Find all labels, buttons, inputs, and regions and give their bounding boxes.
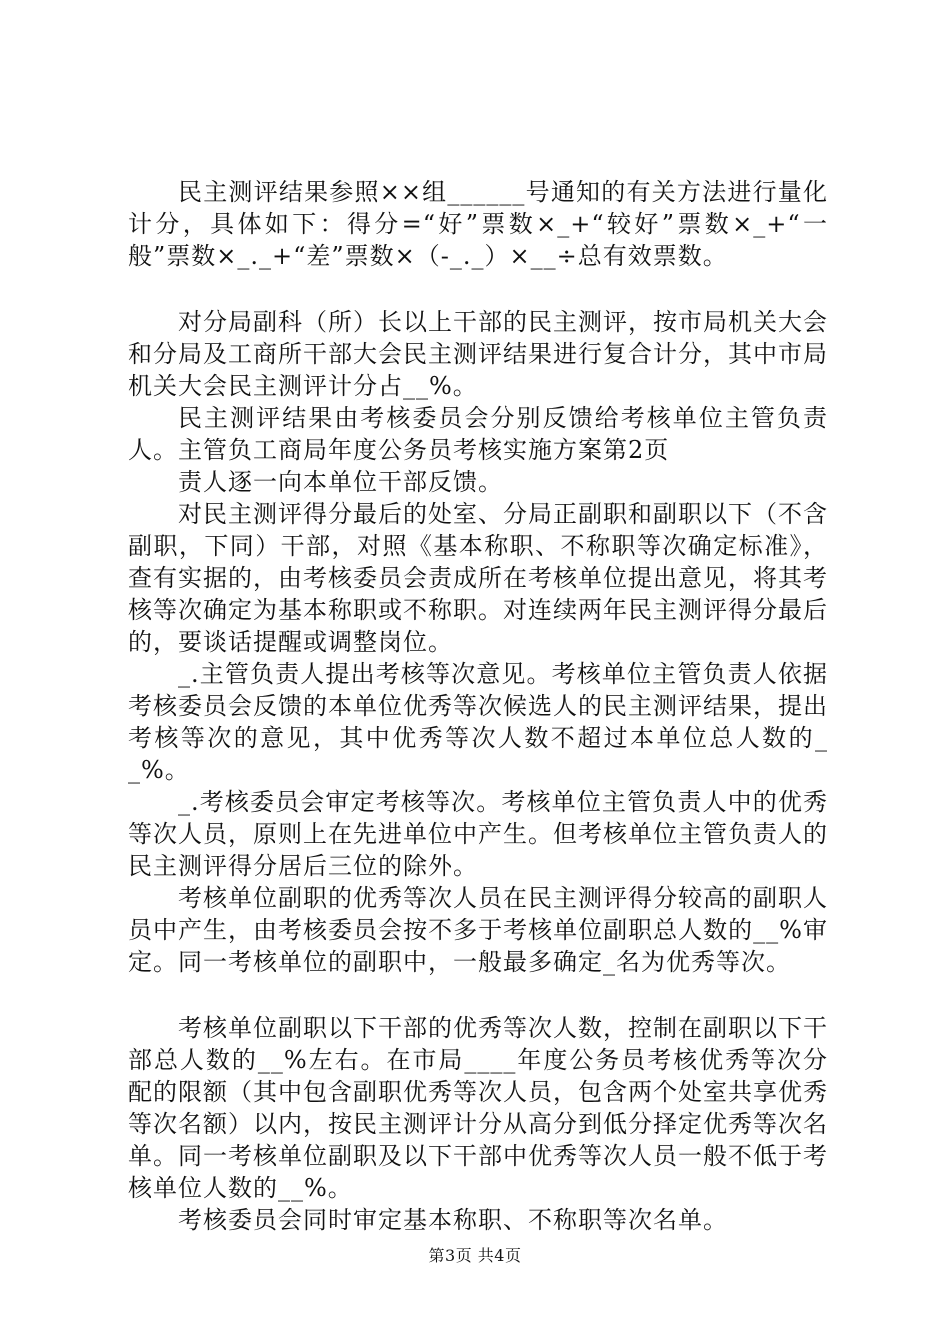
paragraph-deputy-excellent: 考核单位副职的优秀等次人员在民主测评得分较高的副职人员中产生，由考核委员会按不多于考核单位副职总人数的__%审定。同一考核单位的副职中，一般最多确定_名为优秀等次。 (128, 884, 828, 976)
paragraph-composite-scoring: 对分局副科（所）长以上干部的民主测评，按市局机关大会和分局及工商所干部大会民主测评结果进行复合计分，其中市局机关大会民主测评计分占__%。 (128, 308, 828, 400)
paragraph-feedback: 民主测评结果由考核委员会分别反馈给考核单位主管负责人。主管负工商局年度公务员考核实施方案第2页 (128, 404, 828, 464)
paragraph-gap (128, 272, 828, 306)
paragraph-basic-competent: 考核委员会同时审定基本称职、不称职等次名单。 (178, 1206, 728, 1234)
paragraph-grade-review: _.考核委员会审定考核等次。考核单位主管负责人中的优秀等次人员，原则上在先进单位中产生。但考核单位主管负责人的民主测评得分居后三位的除外。 (128, 788, 828, 880)
paragraph-scoring-method: 民主测评结果参照××组______号通知的有关方法进行量化计分，具体如下：得分=“好”票数×_+“较好”票数×_+“一般”票数×_._+“差”票数×（-_._）×__÷总有效票数。 (128, 178, 828, 270)
page-number-footer: 第3页 共4页 (428, 1246, 522, 1265)
paragraph-lowest-score: 对民主测评得分最后的处室、分局正副职和副职以下（不含副职，下同）干部，对照《基本称职、不称职等次确定标准》，查有实据的，由考核委员会责成所在考核单位提出意见，将其考核等次确定为基本称职或不称职。对连续两年民主测评得分最后的，要谈话提醒或调整岗位。 (128, 500, 828, 656)
paragraph-staff-excellent: 考核单位副职以下干部的优秀等次人数，控制在副职以下干部总人数的__%左右。在市局____年度公务员考核优秀等次分配的限额（其中包含副职优秀等次人员，包含两个处室共享优秀等次名额）以内，按民主测评计分从高分到低分择定优秀等次名单。同一考核单位副职及以下干部中优秀等次人员一般不低于考核单位人数的__%。 (128, 1014, 828, 1202)
document-body (128, 176, 828, 1236)
paragraph-gap (128, 978, 828, 1012)
paragraph-feedback-continued: 责人逐一向本单位干部反馈。 (178, 468, 503, 496)
paragraph-grade-opinion: _.主管负责人提出考核等次意见。考核单位主管负责人依据考核委员会反馈的本单位优秀等次候选人的民主测评结果，提出考核等次的意见，其中优秀等次人数不超过本单位总人数的__%。 (128, 660, 828, 784)
